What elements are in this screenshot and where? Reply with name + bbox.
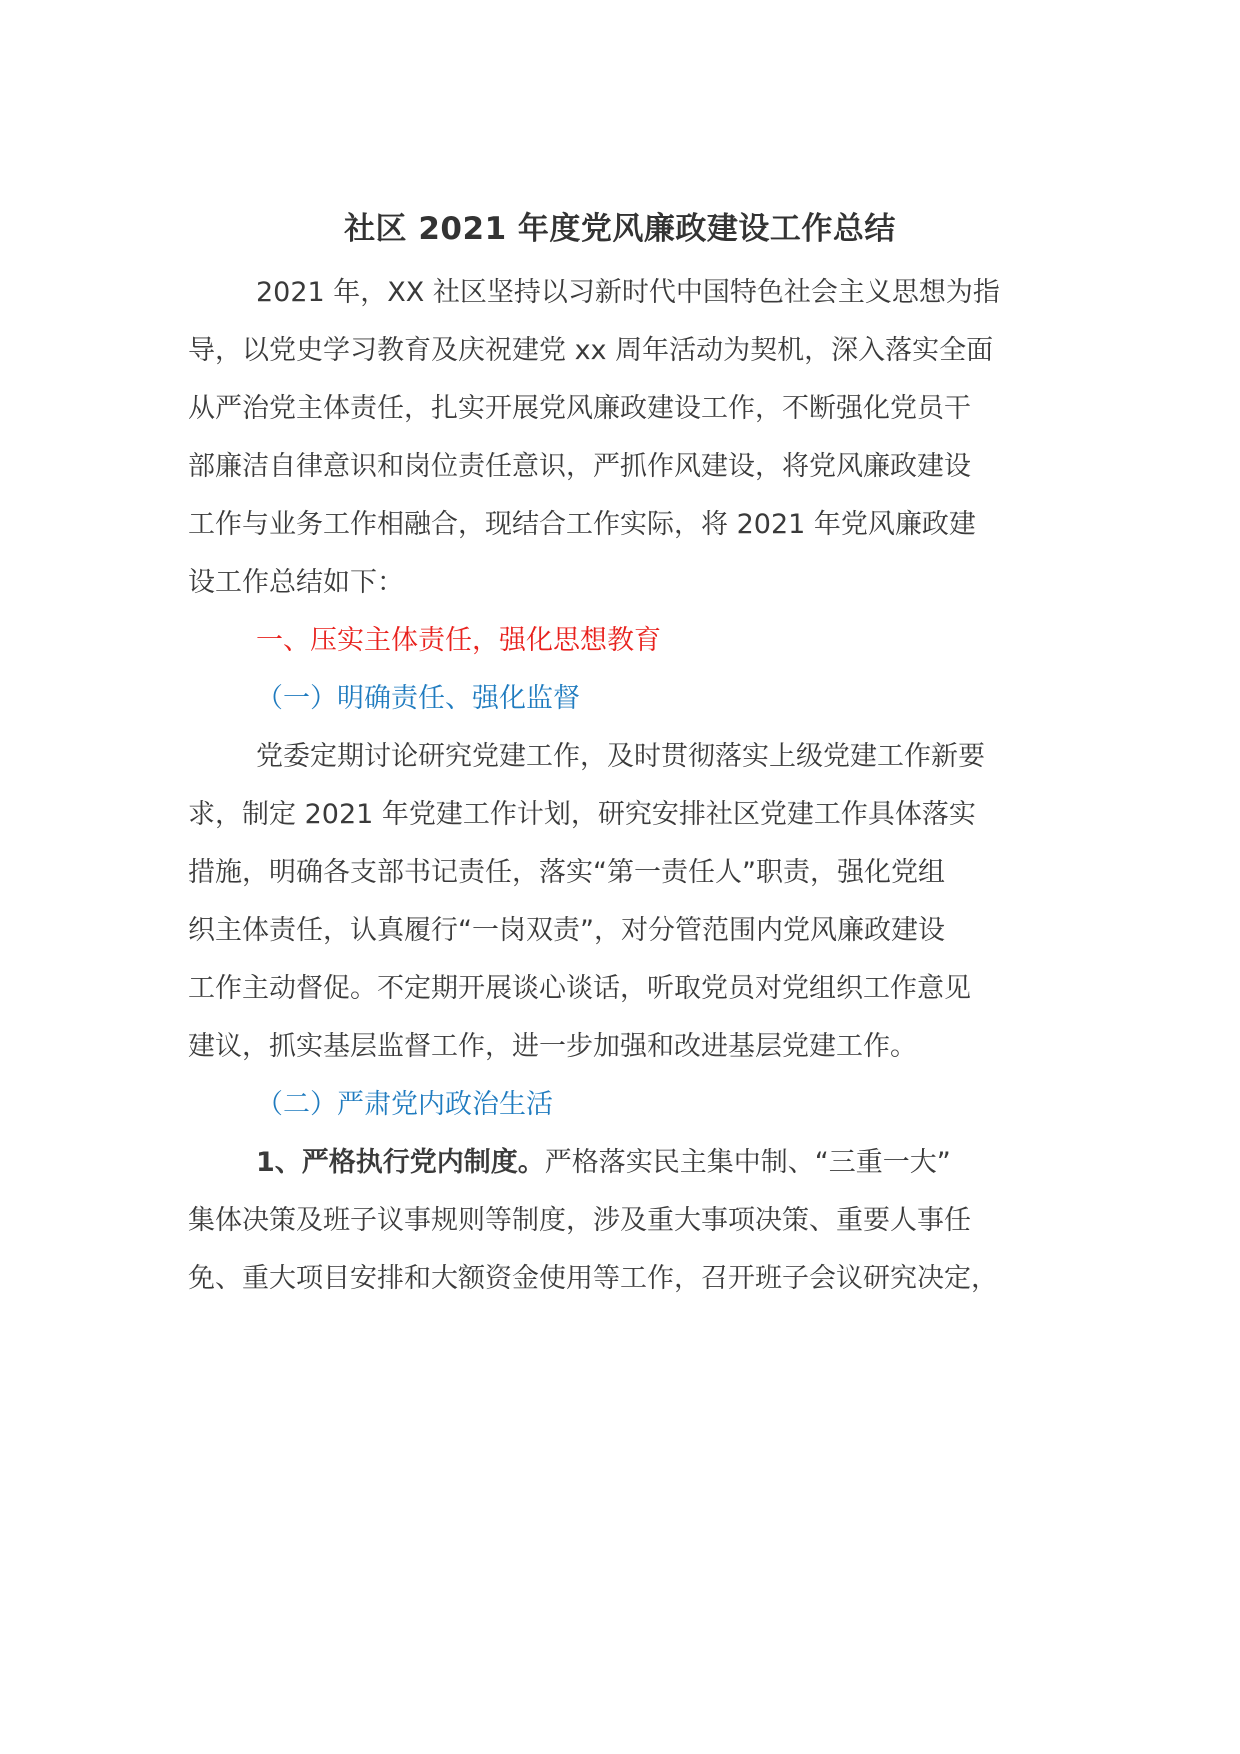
paragraph-line: 集体决策及班子议事规则等制度，涉及重大事项决策、重要人事任 [188,1205,971,1236]
paragraph-line: 求，制定 2021 年党建工作计划，研究安排社区党建工作具体落实 [188,799,976,830]
document-title: 社区 2021 年度党风廉政建设工作总结 [344,211,896,247]
subsection-heading: （二）严肃党内政治生活 [256,1089,553,1120]
paragraph-line: 免、重大项目安排和大额资金使用等工作，召开班子会议研究决定， [188,1263,998,1294]
intro-line: 工作与业务工作相融合，现结合工作实际，将 2021 年党风廉政建 [188,509,976,540]
intro-line: 2021 年，XX 社区坚持以习新时代中国特色社会主义思想为指 [256,277,1000,308]
paragraph-line [256,1143,1058,1183]
item-text: 严格落实民主集中制、“三重一大” [544,1147,951,1178]
intro-line: 部廉洁自律意识和岗位责任意识，严抓作风建设，将党风廉政建设 [188,451,971,482]
item-lead: 1、严格执行党内制度。 [256,1147,545,1178]
paragraph-line: 党委定期讨论研究党建工作，及时贯彻落实上级党建工作新要 [256,741,985,772]
intro-line: 设工作总结如下： [188,567,404,598]
paragraph-line: 措施，明确各支部书记责任，落实“第一责任人”职责，强化党组 [188,857,945,888]
intro-line: 导，以党史学习教育及庆祝建党 xx 周年活动为契机，深入落实全面 [188,335,994,366]
subsection-heading: （一）明确责任、强化监督 [256,683,580,714]
paragraph-line: 织主体责任，认真履行“一岗双责”，对分管范围内党风廉政建设 [188,915,945,946]
section-heading: 一、压实主体责任，强化思想教育 [256,625,661,656]
paragraph-line: 工作主动督促。不定期开展谈心谈话，听取党员对党组织工作意见 [188,973,971,1004]
intro-line: 从严治党主体责任，扎实开展党风廉政建设工作，不断强化党员干 [188,393,971,424]
paragraph-line: 建议，抓实基层监督工作，进一步加强和改进基层党建工作。 [188,1031,917,1062]
